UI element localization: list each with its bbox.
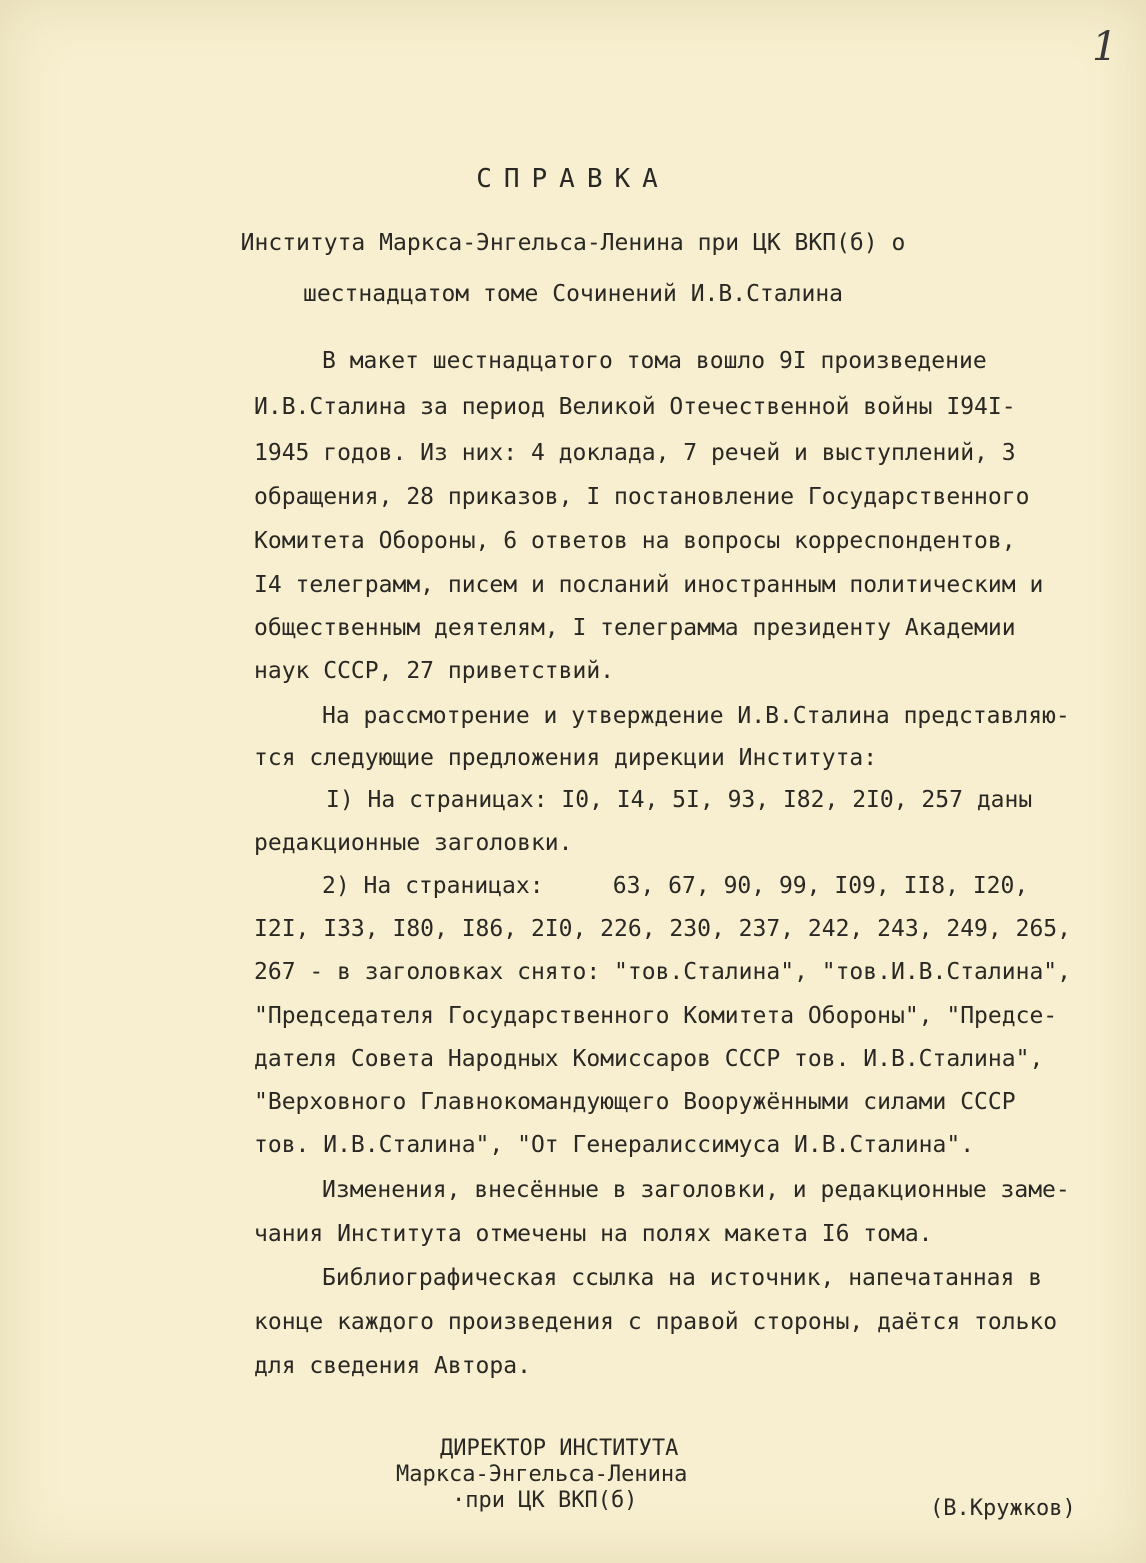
body-line: конце каждого произведения с правой стороны, даётся только xyxy=(254,1309,1058,1335)
body-line: "Верховного Главнокомандующего Вооружёнными силами СССР xyxy=(254,1089,1016,1115)
body-line: В макет шестнадцатого тома вошло 9I произведение xyxy=(322,348,987,374)
document-title: СПРАВКА xyxy=(476,164,670,194)
body-line: тся следующие предложения дирекции Института: xyxy=(254,745,878,771)
body-line: Изменения, внесённые в заголовки, и редакционные заме- xyxy=(322,1177,1070,1203)
body-line: И.В.Сталина за период Великой Отечественной войны I94I- xyxy=(254,394,1016,420)
signature-affiliation: ·при ЦК ВКП(б) xyxy=(452,1488,638,1513)
body-line: Комитета Обороны, 6 ответов на вопросы корреспондентов, xyxy=(254,528,1016,554)
body-line: чания Института отмечены на полях макета I6 тома. xyxy=(254,1221,933,1247)
body-line: 2) На страницах: 63, 67, 90, 99, I09, II8, I20, xyxy=(322,873,1029,899)
body-line: "Председателя Государственного Комитета Обороны", "Предсе- xyxy=(254,1003,1058,1029)
body-line: 267 - в заголовках снято: "тов.Сталина", "тов.И.В.Сталина", xyxy=(254,959,1071,985)
body-line: I4 телеграмм, писем и посланий иностранным политическим и xyxy=(254,572,1044,598)
signature-name: (В.Кружков) xyxy=(930,1496,1076,1521)
body-line: обращения, 28 приказов, I постановление Государственного xyxy=(254,484,1030,510)
page-number: 1 xyxy=(1092,24,1118,70)
body-line: 1945 годов. Из них: 4 доклада, 7 речей и выступлений, 3 xyxy=(254,440,1016,466)
signature-institute: Маркса-Энгельса-Ленина xyxy=(396,1462,688,1487)
body-line: наук СССР, 27 приветствий. xyxy=(254,658,615,684)
body-line: для сведения Автора. xyxy=(254,1353,531,1379)
body-line: общественным деятелям, I телеграмма президенту Академии xyxy=(254,615,1016,641)
body-line: редакционные заголовки. xyxy=(254,830,573,856)
document-subtitle xyxy=(0,218,1146,320)
body-line: дателя Совета Народных Комиссаров СССР тов. И.В.Сталина", xyxy=(254,1046,1044,1072)
body-line: Библиографическая ссылка на источник, напечатанная в xyxy=(322,1265,1043,1291)
body-line: I) На страницах: I0, I4, 5I, 93, I82, 2I0, 257 даны xyxy=(326,787,1033,813)
signature-title: ДИРЕКТОР ИНСТИТУТА xyxy=(440,1436,679,1461)
body-line: I2I, I33, I80, I86, 2I0, 226, 230, 237, 242, 243, 249, 265, xyxy=(254,916,1071,942)
body-line: тов. И.В.Сталина", "От Генералиссимуса И.В.Сталина". xyxy=(254,1132,975,1158)
body-line: На рассмотрение и утверждение И.В.Сталина представляю- xyxy=(322,703,1070,729)
subtitle-line: шестнадцатом томе Сочинений И.В.Сталина xyxy=(302,281,844,307)
subtitle-line: Института Маркса-Энгельса-Ленина при ЦК ВКП(б) о xyxy=(240,230,906,256)
